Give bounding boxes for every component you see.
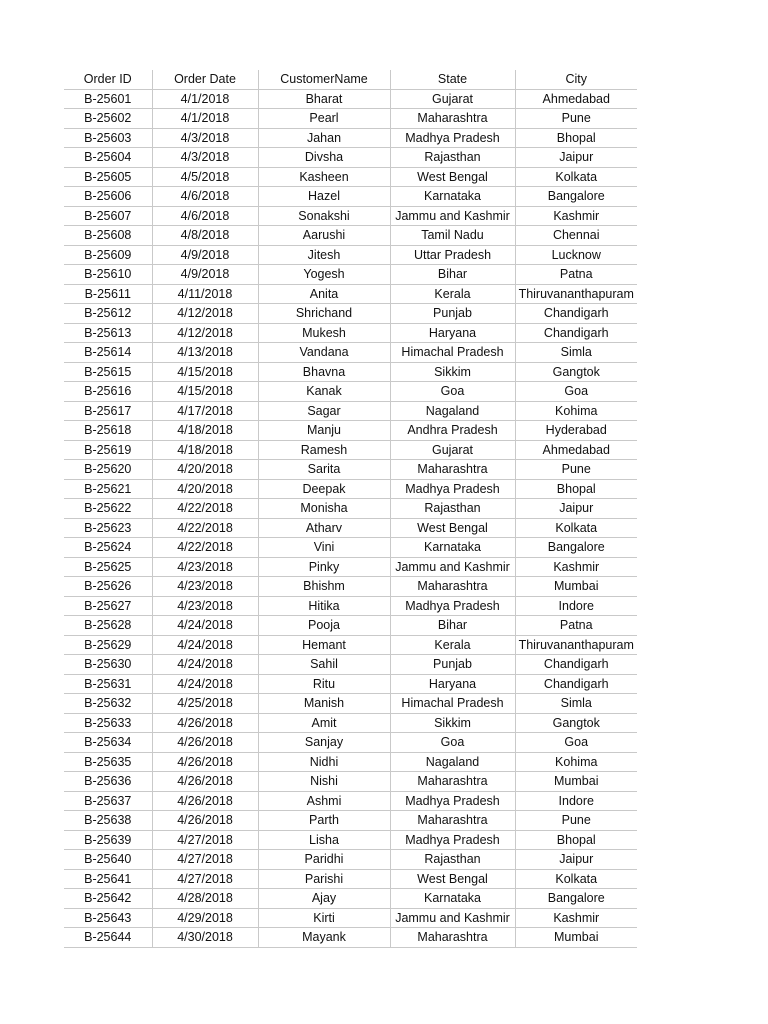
header-order-date: Order Date	[152, 70, 258, 89]
table-row	[64, 148, 637, 168]
customer-name-cell: Deepak	[258, 479, 390, 499]
customer-name-cell: Ashmi	[258, 791, 390, 811]
order-date-cell: 4/3/2018	[152, 148, 258, 168]
table-row	[64, 206, 637, 226]
customer-name-cell: Ajay	[258, 889, 390, 909]
order-id-cell: B-25607	[64, 206, 152, 226]
city-cell: Pune	[515, 460, 637, 480]
state-cell: Jammu and Kashmir	[390, 557, 515, 577]
customer-name-cell: Paridhi	[258, 850, 390, 870]
orders-table	[64, 70, 637, 948]
order-date-cell: 4/3/2018	[152, 128, 258, 148]
order-id-cell: B-25616	[64, 382, 152, 402]
table-row	[64, 440, 637, 460]
customer-name-cell: Ramesh	[258, 440, 390, 460]
order-date-cell: 4/25/2018	[152, 694, 258, 714]
order-date-cell: 4/12/2018	[152, 323, 258, 343]
city-cell: Bangalore	[515, 538, 637, 558]
order-id-cell: B-25631	[64, 674, 152, 694]
table-row	[64, 733, 637, 753]
city-cell: Kohima	[515, 752, 637, 772]
order-id-cell: B-25602	[64, 109, 152, 129]
table-row	[64, 655, 637, 675]
city-cell: Bhopal	[515, 830, 637, 850]
state-cell: Uttar Pradesh	[390, 245, 515, 265]
state-cell: Maharashtra	[390, 811, 515, 831]
table-row	[64, 460, 637, 480]
order-id-cell: B-25603	[64, 128, 152, 148]
state-cell: Rajasthan	[390, 499, 515, 519]
state-cell: Madhya Pradesh	[390, 830, 515, 850]
customer-name-cell: Anita	[258, 284, 390, 304]
customer-name-cell: Sarita	[258, 460, 390, 480]
order-id-cell: B-25641	[64, 869, 152, 889]
table-row	[64, 850, 637, 870]
customer-name-cell: Aarushi	[258, 226, 390, 246]
order-date-cell: 4/28/2018	[152, 889, 258, 909]
customer-name-cell: Parishi	[258, 869, 390, 889]
state-cell: Bihar	[390, 616, 515, 636]
order-date-cell: 4/23/2018	[152, 577, 258, 597]
customer-name-cell: Hemant	[258, 635, 390, 655]
table-row	[64, 499, 637, 519]
customer-name-cell: Kirti	[258, 908, 390, 928]
city-cell: Kashmir	[515, 557, 637, 577]
order-date-cell: 4/30/2018	[152, 928, 258, 948]
state-cell: Karnataka	[390, 538, 515, 558]
order-date-cell: 4/27/2018	[152, 850, 258, 870]
order-id-cell: B-25626	[64, 577, 152, 597]
city-cell: Gangtok	[515, 362, 637, 382]
order-id-cell: B-25606	[64, 187, 152, 207]
customer-name-cell: Sonakshi	[258, 206, 390, 226]
customer-name-cell: Yogesh	[258, 265, 390, 285]
customer-name-cell: Nishi	[258, 772, 390, 792]
state-cell: Maharashtra	[390, 928, 515, 948]
state-cell: Himachal Pradesh	[390, 694, 515, 714]
order-date-cell: 4/22/2018	[152, 538, 258, 558]
order-date-cell: 4/15/2018	[152, 362, 258, 382]
table-row	[64, 362, 637, 382]
order-date-cell: 4/29/2018	[152, 908, 258, 928]
customer-name-cell: Parth	[258, 811, 390, 831]
customer-name-cell: Jahan	[258, 128, 390, 148]
header-state: State	[390, 70, 515, 89]
order-date-cell: 4/8/2018	[152, 226, 258, 246]
order-date-cell: 4/12/2018	[152, 304, 258, 324]
order-id-cell: B-25615	[64, 362, 152, 382]
customer-name-cell: Amit	[258, 713, 390, 733]
city-cell: Chandigarh	[515, 304, 637, 324]
city-cell: Mumbai	[515, 772, 637, 792]
customer-name-cell: Manish	[258, 694, 390, 714]
order-id-cell: B-25637	[64, 791, 152, 811]
order-id-cell: B-25612	[64, 304, 152, 324]
state-cell: Rajasthan	[390, 148, 515, 168]
table-row	[64, 772, 637, 792]
order-id-cell: B-25630	[64, 655, 152, 675]
order-date-cell: 4/23/2018	[152, 557, 258, 577]
customer-name-cell: Ritu	[258, 674, 390, 694]
city-cell: Gangtok	[515, 713, 637, 733]
order-date-cell: 4/11/2018	[152, 284, 258, 304]
state-cell: Sikkim	[390, 713, 515, 733]
order-date-cell: 4/26/2018	[152, 791, 258, 811]
state-cell: Madhya Pradesh	[390, 791, 515, 811]
order-id-cell: B-25644	[64, 928, 152, 948]
city-cell: Chandigarh	[515, 674, 637, 694]
state-cell: West Bengal	[390, 518, 515, 538]
order-id-cell: B-25617	[64, 401, 152, 421]
city-cell: Simla	[515, 343, 637, 363]
order-date-cell: 4/20/2018	[152, 479, 258, 499]
order-id-cell: B-25629	[64, 635, 152, 655]
order-date-cell: 4/17/2018	[152, 401, 258, 421]
order-id-cell: B-25640	[64, 850, 152, 870]
state-cell: Goa	[390, 382, 515, 402]
order-date-cell: 4/6/2018	[152, 206, 258, 226]
city-cell: Mumbai	[515, 577, 637, 597]
table-row	[64, 752, 637, 772]
customer-name-cell: Vini	[258, 538, 390, 558]
header-city: City	[515, 70, 637, 89]
city-cell: Chandigarh	[515, 655, 637, 675]
order-id-cell: B-25613	[64, 323, 152, 343]
table-row	[64, 284, 637, 304]
order-id-cell: B-25601	[64, 89, 152, 109]
city-cell: Chandigarh	[515, 323, 637, 343]
state-cell: Gujarat	[390, 89, 515, 109]
order-date-cell: 4/26/2018	[152, 713, 258, 733]
state-cell: Kerala	[390, 635, 515, 655]
order-date-cell: 4/26/2018	[152, 752, 258, 772]
customer-name-cell: Hitika	[258, 596, 390, 616]
order-date-cell: 4/26/2018	[152, 772, 258, 792]
order-date-cell: 4/27/2018	[152, 869, 258, 889]
table-body	[64, 89, 637, 947]
order-id-cell: B-25608	[64, 226, 152, 246]
order-date-cell: 4/13/2018	[152, 343, 258, 363]
state-cell: West Bengal	[390, 167, 515, 187]
table-row	[64, 694, 637, 714]
order-id-cell: B-25636	[64, 772, 152, 792]
order-date-cell: 4/24/2018	[152, 635, 258, 655]
state-cell: Haryana	[390, 674, 515, 694]
order-id-cell: B-25627	[64, 596, 152, 616]
table-row	[64, 89, 637, 109]
order-id-cell: B-25621	[64, 479, 152, 499]
order-date-cell: 4/24/2018	[152, 655, 258, 675]
customer-name-cell: Nidhi	[258, 752, 390, 772]
customer-name-cell: Sagar	[258, 401, 390, 421]
city-cell: Jaipur	[515, 499, 637, 519]
order-id-cell: B-25622	[64, 499, 152, 519]
state-cell: Jammu and Kashmir	[390, 908, 515, 928]
table-row	[64, 265, 637, 285]
table-row	[64, 791, 637, 811]
table-row	[64, 401, 637, 421]
city-cell: Jaipur	[515, 148, 637, 168]
city-cell: Kolkata	[515, 869, 637, 889]
state-cell: Gujarat	[390, 440, 515, 460]
city-cell: Bangalore	[515, 187, 637, 207]
customer-name-cell: Bhishm	[258, 577, 390, 597]
city-cell: Bhopal	[515, 128, 637, 148]
order-date-cell: 4/15/2018	[152, 382, 258, 402]
city-cell: Patna	[515, 616, 637, 636]
state-cell: Nagaland	[390, 401, 515, 421]
header-customer-name: CustomerName	[258, 70, 390, 89]
order-id-cell: B-25618	[64, 421, 152, 441]
state-cell: Andhra Pradesh	[390, 421, 515, 441]
customer-name-cell: Lisha	[258, 830, 390, 850]
order-id-cell: B-25610	[64, 265, 152, 285]
order-date-cell: 4/26/2018	[152, 811, 258, 831]
state-cell: Madhya Pradesh	[390, 596, 515, 616]
table-row	[64, 421, 637, 441]
city-cell: Thiruvananthapuram	[515, 284, 637, 304]
order-date-cell: 4/1/2018	[152, 89, 258, 109]
table-row	[64, 674, 637, 694]
city-cell: Ahmedabad	[515, 89, 637, 109]
table-row	[64, 635, 637, 655]
table-row	[64, 713, 637, 733]
city-cell: Goa	[515, 382, 637, 402]
city-cell: Pune	[515, 109, 637, 129]
order-id-cell: B-25609	[64, 245, 152, 265]
table-row	[64, 928, 637, 948]
customer-name-cell: Kanak	[258, 382, 390, 402]
state-cell: Jammu and Kashmir	[390, 206, 515, 226]
order-id-cell: B-25620	[64, 460, 152, 480]
city-cell: Kashmir	[515, 206, 637, 226]
state-cell: Madhya Pradesh	[390, 128, 515, 148]
city-cell: Pune	[515, 811, 637, 831]
table-row	[64, 187, 637, 207]
order-date-cell: 4/24/2018	[152, 674, 258, 694]
state-cell: Sikkim	[390, 362, 515, 382]
order-date-cell: 4/20/2018	[152, 460, 258, 480]
city-cell: Jaipur	[515, 850, 637, 870]
table-row	[64, 245, 637, 265]
city-cell: Bhopal	[515, 479, 637, 499]
city-cell: Indore	[515, 791, 637, 811]
city-cell: Kohima	[515, 401, 637, 421]
order-date-cell: 4/24/2018	[152, 616, 258, 636]
city-cell: Simla	[515, 694, 637, 714]
customer-name-cell: Manju	[258, 421, 390, 441]
state-cell: Rajasthan	[390, 850, 515, 870]
customer-name-cell: Pooja	[258, 616, 390, 636]
city-cell: Patna	[515, 265, 637, 285]
order-id-cell: B-25614	[64, 343, 152, 363]
city-cell: Thiruvananthapuram	[515, 635, 637, 655]
table-row	[64, 167, 637, 187]
table-row	[64, 811, 637, 831]
city-cell: Indore	[515, 596, 637, 616]
state-cell: Punjab	[390, 655, 515, 675]
customer-name-cell: Hazel	[258, 187, 390, 207]
city-cell: Ahmedabad	[515, 440, 637, 460]
customer-name-cell: Sahil	[258, 655, 390, 675]
table-row	[64, 109, 637, 129]
order-id-cell: B-25632	[64, 694, 152, 714]
order-id-cell: B-25639	[64, 830, 152, 850]
table-row	[64, 226, 637, 246]
city-cell: Chennai	[515, 226, 637, 246]
order-id-cell: B-25642	[64, 889, 152, 909]
order-id-cell: B-25638	[64, 811, 152, 831]
state-cell: Nagaland	[390, 752, 515, 772]
customer-name-cell: Monisha	[258, 499, 390, 519]
table-row	[64, 479, 637, 499]
order-date-cell: 4/22/2018	[152, 499, 258, 519]
order-id-cell: B-25633	[64, 713, 152, 733]
order-id-cell: B-25628	[64, 616, 152, 636]
table-row	[64, 304, 637, 324]
state-cell: Goa	[390, 733, 515, 753]
customer-name-cell: Bharat	[258, 89, 390, 109]
order-date-cell: 4/23/2018	[152, 596, 258, 616]
order-date-cell: 4/6/2018	[152, 187, 258, 207]
customer-name-cell: Mayank	[258, 928, 390, 948]
table-row	[64, 616, 637, 636]
city-cell: Kashmir	[515, 908, 637, 928]
state-cell: West Bengal	[390, 869, 515, 889]
city-cell: Bangalore	[515, 889, 637, 909]
table-row	[64, 557, 637, 577]
customer-name-cell: Atharv	[258, 518, 390, 538]
table-row	[64, 908, 637, 928]
header-row	[64, 70, 637, 89]
state-cell: Haryana	[390, 323, 515, 343]
state-cell: Punjab	[390, 304, 515, 324]
order-id-cell: B-25605	[64, 167, 152, 187]
table-row	[64, 889, 637, 909]
city-cell: Kolkata	[515, 167, 637, 187]
order-id-cell: B-25624	[64, 538, 152, 558]
table-row	[64, 596, 637, 616]
order-date-cell: 4/9/2018	[152, 265, 258, 285]
table-row	[64, 518, 637, 538]
customer-name-cell: Jitesh	[258, 245, 390, 265]
state-cell: Himachal Pradesh	[390, 343, 515, 363]
order-date-cell: 4/1/2018	[152, 109, 258, 129]
customer-name-cell: Kasheen	[258, 167, 390, 187]
city-cell: Lucknow	[515, 245, 637, 265]
table-row	[64, 323, 637, 343]
order-id-cell: B-25619	[64, 440, 152, 460]
customer-name-cell: Divsha	[258, 148, 390, 168]
order-id-cell: B-25623	[64, 518, 152, 538]
state-cell: Tamil Nadu	[390, 226, 515, 246]
table-row	[64, 343, 637, 363]
table-header	[64, 70, 637, 89]
customer-name-cell: Mukesh	[258, 323, 390, 343]
state-cell: Kerala	[390, 284, 515, 304]
table-row	[64, 830, 637, 850]
customer-name-cell: Pearl	[258, 109, 390, 129]
order-id-cell: B-25604	[64, 148, 152, 168]
order-id-cell: B-25611	[64, 284, 152, 304]
city-cell: Mumbai	[515, 928, 637, 948]
state-cell: Maharashtra	[390, 109, 515, 129]
order-date-cell: 4/9/2018	[152, 245, 258, 265]
state-cell: Maharashtra	[390, 460, 515, 480]
state-cell: Karnataka	[390, 889, 515, 909]
table-row	[64, 382, 637, 402]
city-cell: Kolkata	[515, 518, 637, 538]
order-id-cell: B-25643	[64, 908, 152, 928]
order-date-cell: 4/18/2018	[152, 421, 258, 441]
state-cell: Maharashtra	[390, 772, 515, 792]
order-id-cell: B-25634	[64, 733, 152, 753]
city-cell: Goa	[515, 733, 637, 753]
order-id-cell: B-25625	[64, 557, 152, 577]
order-date-cell: 4/27/2018	[152, 830, 258, 850]
header-order-id: Order ID	[64, 70, 152, 89]
state-cell: Bihar	[390, 265, 515, 285]
order-date-cell: 4/22/2018	[152, 518, 258, 538]
table-row	[64, 869, 637, 889]
order-id-cell: B-25635	[64, 752, 152, 772]
customer-name-cell: Vandana	[258, 343, 390, 363]
state-cell: Karnataka	[390, 187, 515, 207]
order-date-cell: 4/18/2018	[152, 440, 258, 460]
customer-name-cell: Sanjay	[258, 733, 390, 753]
order-date-cell: 4/5/2018	[152, 167, 258, 187]
state-cell: Madhya Pradesh	[390, 479, 515, 499]
city-cell: Hyderabad	[515, 421, 637, 441]
state-cell: Maharashtra	[390, 577, 515, 597]
table-row	[64, 128, 637, 148]
table-row	[64, 538, 637, 558]
order-date-cell: 4/26/2018	[152, 733, 258, 753]
customer-name-cell: Pinky	[258, 557, 390, 577]
table-row	[64, 577, 637, 597]
customer-name-cell: Bhavna	[258, 362, 390, 382]
customer-name-cell: Shrichand	[258, 304, 390, 324]
